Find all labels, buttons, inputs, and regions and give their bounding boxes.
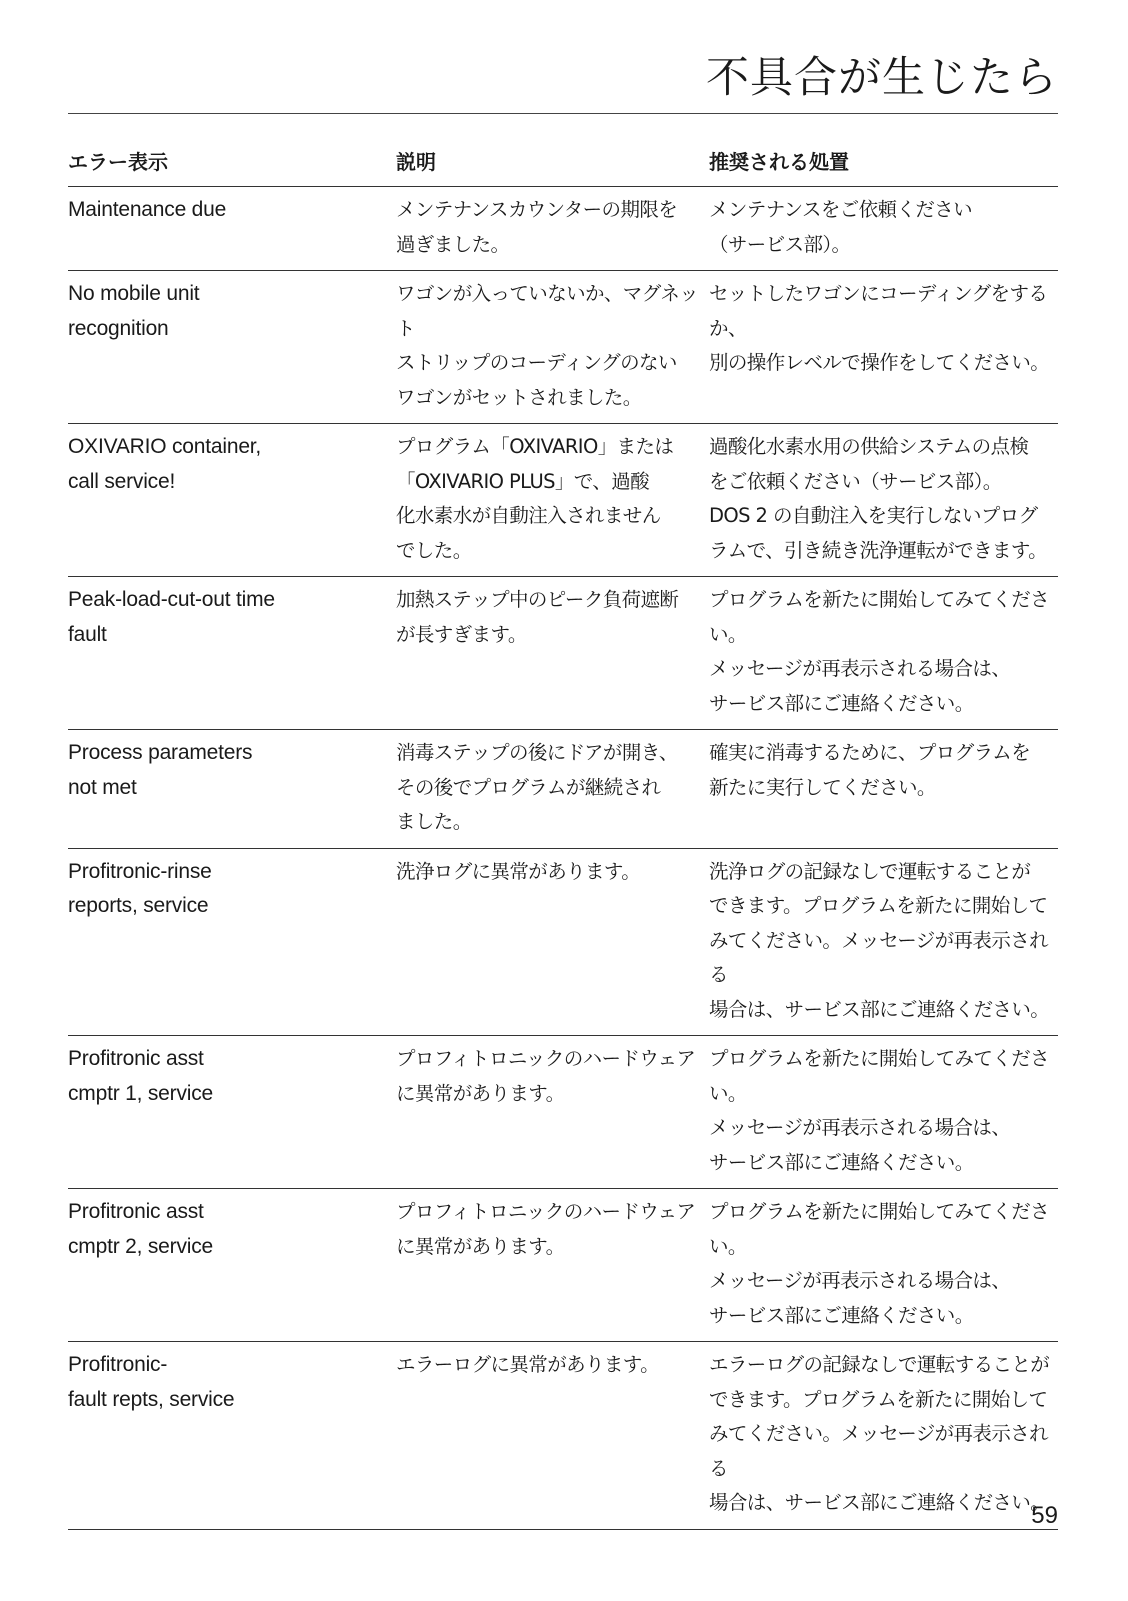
recommended-action: プログラムを新たに開始してみてください。 メッセージが再表示される場合は、 サービス部にご連絡ください。	[709, 1036, 1058, 1189]
header-error-display: エラー表示	[68, 140, 396, 187]
error-message: Profitronic- fault repts, service	[68, 1342, 396, 1530]
error-description: メンテナンスカウンターの期限を 過ぎました。	[396, 187, 709, 271]
error-description: エラーログに異常があります。	[396, 1342, 709, 1530]
title-divider	[68, 113, 1058, 114]
table-row	[68, 187, 1058, 271]
header-description: 説明	[396, 140, 709, 187]
header-recommended-action: 推奨される処置	[709, 140, 1058, 187]
error-description: プロフィトロニックのハードウェア に異常があります。	[396, 1189, 709, 1342]
recommended-action: メンテナンスをご依頼ください （サービス部）。	[709, 187, 1058, 271]
table-row	[68, 848, 1058, 1036]
table-row	[68, 1342, 1058, 1530]
error-description: プログラム「OXIVARIO」または 「OXIVARIO PLUS」で、過酸 化水素水が自動注入されません でした。	[396, 424, 709, 577]
recommended-action: 確実に消毒するために、プログラムを 新たに実行してください。	[709, 730, 1058, 849]
recommended-action: プログラムを新たに開始してみてください。 メッセージが再表示される場合は、 サービス部にご連絡ください。	[709, 1189, 1058, 1342]
table-row	[68, 424, 1058, 577]
table-row	[68, 1036, 1058, 1189]
error-message: Maintenance due	[68, 187, 396, 271]
error-table	[68, 140, 1058, 1530]
error-description: プロフィトロニックのハードウェア に異常があります。	[396, 1036, 709, 1189]
recommended-action: 過酸化水素水用の供給システムの点検 をご依頼ください（サービス部）。 DOS 2 の自動注入を実行しないプログ ラムで、引き続き洗浄運転ができます。	[709, 424, 1058, 577]
table-row	[68, 730, 1058, 849]
error-message: Profitronic asst cmptr 1, service	[68, 1036, 396, 1189]
table-header-row	[68, 140, 1058, 187]
recommended-action: 洗浄ログの記録なしで運転することが できます。プログラムを新たに開始して みてください。メッセージが再表示される 場合は、サービス部にご連絡ください。	[709, 848, 1058, 1036]
error-message: No mobile unit recognition	[68, 271, 396, 424]
error-description: 洗浄ログに異常があります。	[396, 848, 709, 1036]
error-description: 加熱ステップ中のピーク負荷遮断 が長すぎます。	[396, 577, 709, 730]
error-message: Profitronic asst cmptr 2, service	[68, 1189, 396, 1342]
page-number: 59	[1031, 1502, 1058, 1529]
error-description: 消毒ステップの後にドアが開き、 その後でプログラムが継続され ました。	[396, 730, 709, 849]
recommended-action: セットしたワゴンにコーディングをするか、 別の操作レベルで操作をしてください。	[709, 271, 1058, 424]
error-message: Peak-load-cut-out time fault	[68, 577, 396, 730]
table-row	[68, 577, 1058, 730]
error-description: ワゴンが入っていないか、マグネット ストリップのコーディングのない ワゴンがセットされました。	[396, 271, 709, 424]
error-message: Profitronic-rinse reports, service	[68, 848, 396, 1036]
recommended-action: プログラムを新たに開始してみてください。 メッセージが再表示される場合は、 サービス部にご連絡ください。	[709, 577, 1058, 730]
page-title: 不具合が生じたら	[706, 53, 1058, 103]
recommended-action: エラーログの記録なしで運転することが できます。プログラムを新たに開始して みてください。メッセージが再表示される 場合は、サービス部にご連絡ください。	[709, 1342, 1058, 1530]
error-message: OXIVARIO container, call service!	[68, 424, 396, 577]
table-row	[68, 271, 1058, 424]
table-row	[68, 1189, 1058, 1342]
error-message: Process parameters not met	[68, 730, 396, 849]
